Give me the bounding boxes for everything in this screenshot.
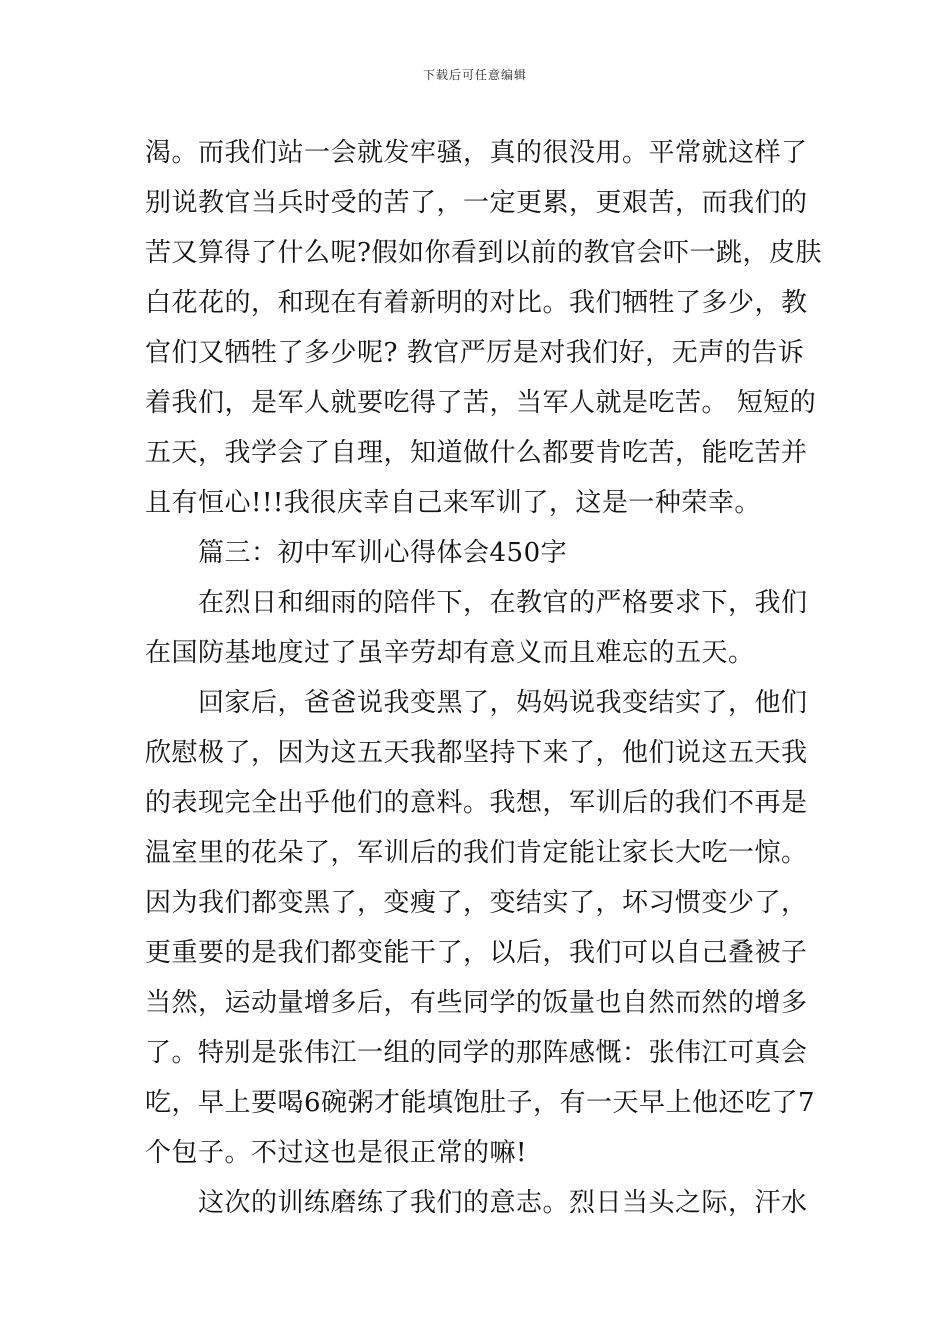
text-line: 别说教官当兵时受的苦了，一定更累，更艰苦，而我们的 bbox=[145, 188, 808, 218]
page-header: 下载后可任意编辑 bbox=[422, 68, 527, 82]
text-line: 苦又算得了什么呢?假如你看到以前的教官会吓一跳，皮肤 bbox=[145, 238, 822, 268]
text-line: 当然，运动量增多后，有些同学的饭量也自然而然的增多 bbox=[145, 988, 808, 1018]
text-line: 回家后，爸爸说我变黑了，妈妈说我变结实了，他们 bbox=[198, 688, 808, 718]
text-line: 在烈日和细雨的陪伴下，在教官的严格要求下，我们 bbox=[198, 588, 808, 618]
text-line: 温室里的花朵了，军训后的我们肯定能让家长大吃一惊。 bbox=[145, 838, 808, 868]
text-line: 因为我们都变黑了，变瘦了，变结实了，坏习惯变少了， bbox=[145, 888, 808, 918]
text-line: 吃，早上要喝6碗粥才能填饱肚子，有一天早上他还吃了7 bbox=[145, 1088, 816, 1118]
text-line: 着我们，是军人就要吃得了苦，当军人就是吃苦。 短短的 bbox=[145, 388, 817, 418]
text-line: 的表现完全出乎他们的意料。我想，军训后的我们不再是 bbox=[145, 788, 808, 818]
text-line: 渴。而我们站一会就发牢骚，真的很没用。平常就这样了 bbox=[145, 138, 808, 168]
text-line: 白花花的，和现在有着新明的对比。我们牺牲了多少，教 bbox=[145, 288, 808, 318]
text-line: 五天，我学会了自理，知道做什么都要肯吃苦，能吃苦并 bbox=[145, 438, 808, 468]
text-line: 了。特别是张伟江一组的同学的那阵感慨：张伟江可真会 bbox=[145, 1038, 808, 1068]
text-line: 个包子。不过这也是很正常的嘛! bbox=[145, 1138, 527, 1168]
section-heading: 篇三：初中军训心得体会450字 bbox=[198, 538, 568, 568]
text-line: 更重要的是我们都变能干了，以后，我们可以自己叠被子 bbox=[145, 938, 808, 968]
text-line: 在国防基地度过了虽辛劳却有意义而且难忘的五天。 bbox=[145, 638, 755, 668]
text-line: 官们又牺牲了多少呢? 教官严厉是对我们好，无声的告诉 bbox=[145, 338, 805, 368]
text-line: 这次的训练磨练了我们的意志。烈日当头之际，汗水 bbox=[198, 1188, 808, 1218]
text-line: 且有恒心!!!我很庆幸自己来军训了，这是一种荣幸。 bbox=[145, 488, 761, 518]
text-line: 欣慰极了，因为这五天我都坚持下来了，他们说这五天我 bbox=[145, 738, 808, 768]
